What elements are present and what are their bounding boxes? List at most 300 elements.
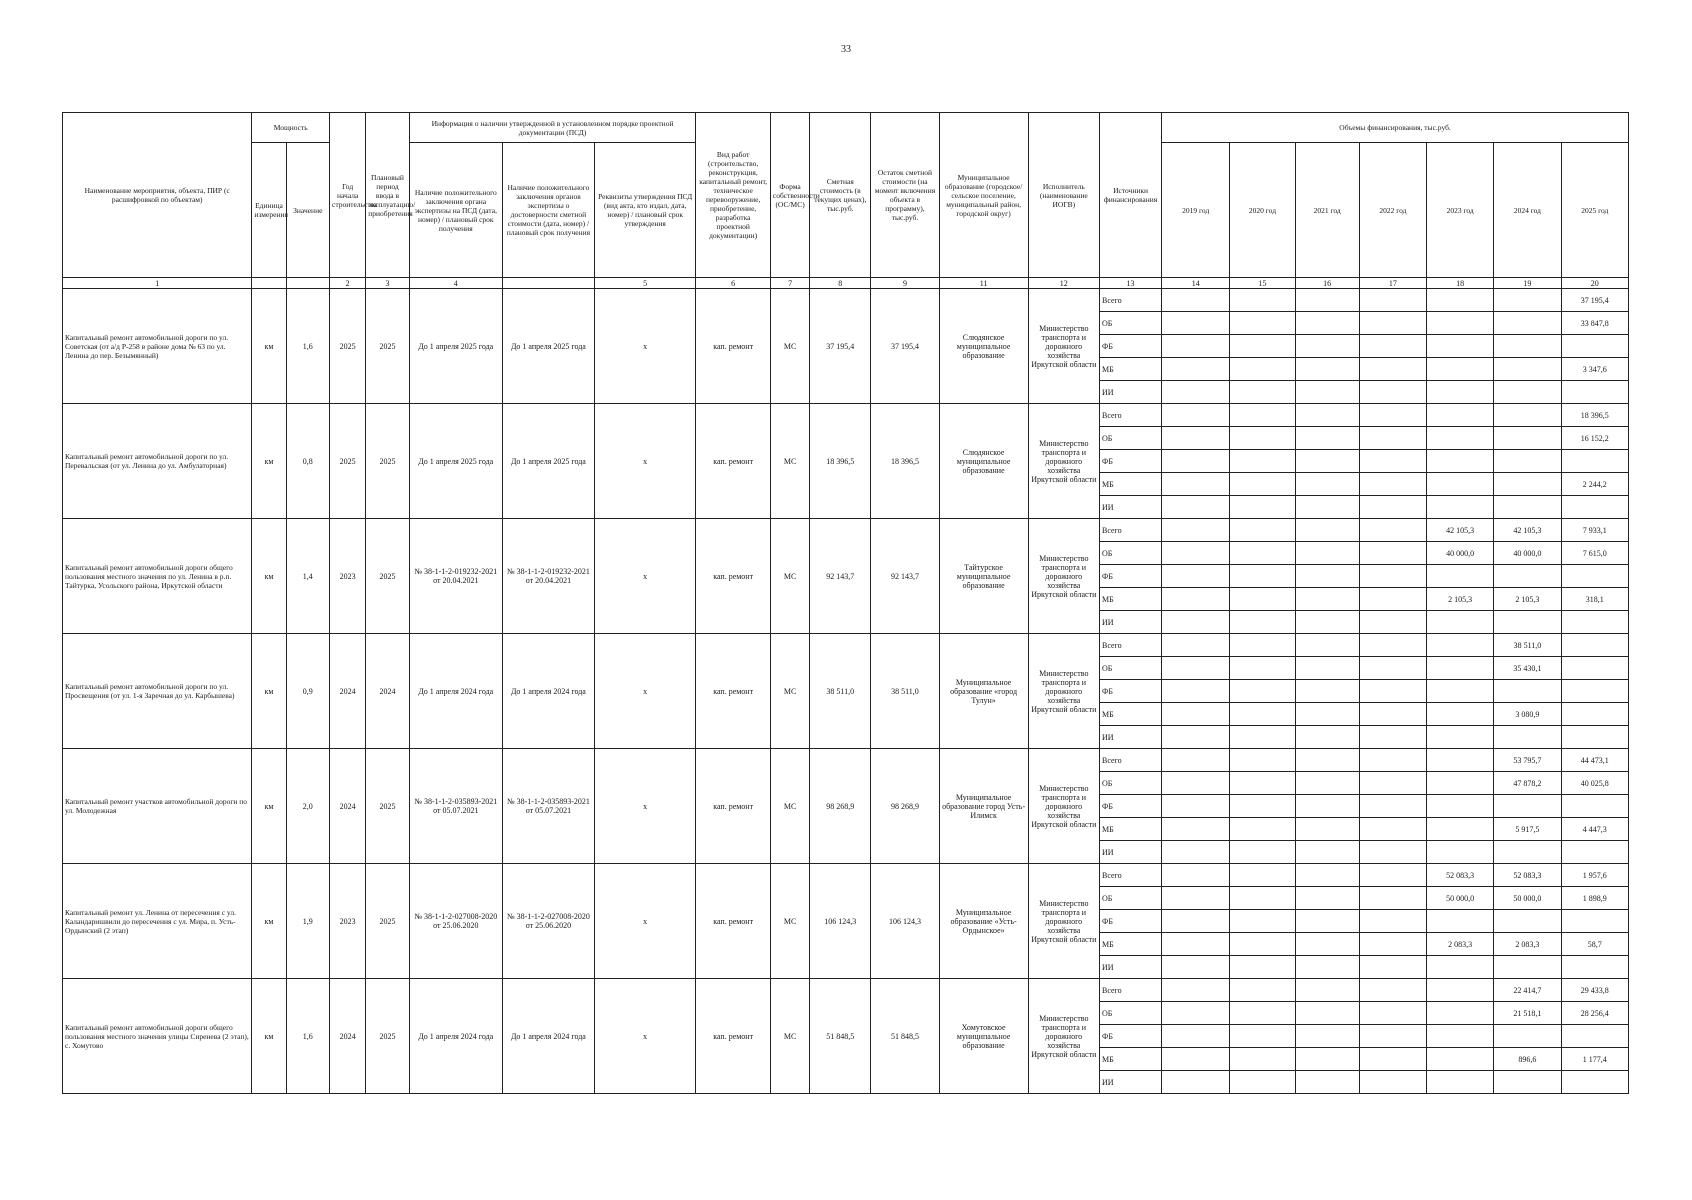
funding-value-cell	[1230, 588, 1295, 611]
funding-source-label: ОБ	[1100, 427, 1162, 450]
funding-value-cell: 58,7	[1561, 933, 1628, 956]
funding-value-cell	[1359, 841, 1426, 864]
work-type-cell: кап. ремонт	[696, 749, 771, 864]
funding-value-cell	[1162, 841, 1230, 864]
funding-value-cell	[1561, 381, 1628, 404]
funding-value-cell	[1295, 1002, 1359, 1025]
funding-value-cell	[1359, 1002, 1426, 1025]
funding-value-cell: 35 430,1	[1494, 657, 1561, 680]
column-number	[252, 278, 286, 289]
funding-value-cell: 7 933,1	[1561, 519, 1628, 542]
start-year-cell: 2023	[330, 519, 366, 634]
funding-value-cell	[1427, 703, 1494, 726]
funding-value-cell	[1561, 634, 1628, 657]
funding-value-cell	[1359, 473, 1426, 496]
funding-value-cell	[1561, 841, 1628, 864]
funding-value-cell	[1494, 496, 1561, 519]
funding-value-cell: 50 000,0	[1427, 887, 1494, 910]
funding-value-cell	[1162, 588, 1230, 611]
expert-cost-cell: До 1 апреля 2024 года	[502, 979, 594, 1094]
funding-value-cell	[1162, 979, 1230, 1002]
financing-table	[62, 112, 1629, 1094]
remaining-cost-cell: 38 511,0	[871, 634, 939, 749]
planned-period-cell: 2024	[366, 634, 409, 749]
unit-cell: км	[252, 519, 286, 634]
funding-value-cell	[1359, 634, 1426, 657]
funding-value-cell: 53 795,7	[1494, 749, 1561, 772]
expert-psd-cell: № 38-1-1-2-027008-2020 от 25.06.2020	[409, 864, 502, 979]
header-start-year: Год начала строительства	[330, 113, 366, 278]
funding-value-cell	[1230, 887, 1295, 910]
funding-value-cell	[1162, 864, 1230, 887]
funding-value-cell: 2 244,2	[1561, 473, 1628, 496]
funding-value-cell	[1162, 1048, 1230, 1071]
funding-value-cell	[1162, 565, 1230, 588]
funding-source-label: ФБ	[1100, 1025, 1162, 1048]
funding-value-cell	[1230, 726, 1295, 749]
funding-value-cell: 2 105,3	[1427, 588, 1494, 611]
funding-source-label: ФБ	[1100, 450, 1162, 473]
funding-value-cell	[1561, 910, 1628, 933]
funding-value-cell	[1359, 657, 1426, 680]
capacity-value-cell: 0,9	[286, 634, 329, 749]
funding-value-cell	[1295, 749, 1359, 772]
municipality-cell: Муниципальное образование «Усть-Ордынское»	[939, 864, 1028, 979]
header-name: Наименование мероприятия, объекта, ПИР (с расшифровкой по объектам)	[63, 113, 252, 278]
funding-value-cell	[1427, 427, 1494, 450]
psd-approval-cell: х	[594, 519, 695, 634]
funding-value-cell: 1 898,9	[1561, 887, 1628, 910]
funding-value-cell: 896,6	[1494, 1048, 1561, 1071]
funding-value-cell	[1427, 634, 1494, 657]
funding-value-cell	[1295, 312, 1359, 335]
funding-source-label: МБ	[1100, 473, 1162, 496]
psd-approval-cell: х	[594, 749, 695, 864]
psd-approval-cell: х	[594, 864, 695, 979]
funding-value-cell	[1427, 726, 1494, 749]
funding-source-label: ИИ	[1100, 611, 1162, 634]
funding-value-cell	[1230, 335, 1295, 358]
funding-value-cell	[1230, 565, 1295, 588]
funding-value-cell	[1561, 657, 1628, 680]
ownership-cell: МС	[770, 404, 809, 519]
funding-value-cell	[1295, 519, 1359, 542]
start-year-cell: 2023	[330, 864, 366, 979]
funding-value-cell	[1427, 496, 1494, 519]
executor-cell: Министерство транспорта и дорожного хозяйства Иркутской области	[1028, 634, 1099, 749]
funding-source-label: Всего	[1100, 864, 1162, 887]
funding-value-cell	[1494, 841, 1561, 864]
funding-value-cell	[1230, 611, 1295, 634]
funding-value-cell	[1295, 381, 1359, 404]
funding-value-cell	[1162, 1025, 1230, 1048]
column-number: 2	[330, 278, 366, 289]
funding-value-cell	[1427, 680, 1494, 703]
funding-value-cell	[1561, 1025, 1628, 1048]
funding-value-cell	[1359, 542, 1426, 565]
funding-value-cell	[1162, 887, 1230, 910]
funding-value-cell	[1230, 680, 1295, 703]
funding-source-label: МБ	[1100, 703, 1162, 726]
funding-source-label: ОБ	[1100, 887, 1162, 910]
expert-cost-cell: До 1 апреля 2024 года	[502, 634, 594, 749]
funding-value-cell	[1427, 565, 1494, 588]
psd-approval-cell: х	[594, 289, 695, 404]
remaining-cost-cell: 98 268,9	[871, 749, 939, 864]
funding-value-cell	[1295, 427, 1359, 450]
executor-cell: Министерство транспорта и дорожного хозяйства Иркутской области	[1028, 289, 1099, 404]
funding-value-cell	[1295, 726, 1359, 749]
funding-value-cell	[1494, 795, 1561, 818]
funding-value-cell	[1230, 864, 1295, 887]
column-number-row	[63, 278, 1629, 289]
header-unit: Единица измерения	[252, 143, 286, 278]
funding-value-cell	[1295, 956, 1359, 979]
column-number: 15	[1230, 278, 1295, 289]
header-expert-psd: Наличие положительного заключения органа экспертизы на ПСД (дата, номер) / плановый срок получения	[409, 143, 502, 278]
column-number: 19	[1494, 278, 1561, 289]
column-number: 9	[871, 278, 939, 289]
funding-value-cell: 40 000,0	[1494, 542, 1561, 565]
funding-value-cell	[1427, 1025, 1494, 1048]
remaining-cost-cell: 92 143,7	[871, 519, 939, 634]
remaining-cost-cell: 106 124,3	[871, 864, 939, 979]
funding-value-cell	[1359, 427, 1426, 450]
funding-value-cell	[1295, 818, 1359, 841]
funding-value-cell	[1295, 289, 1359, 312]
funding-value-cell: 44 473,1	[1561, 749, 1628, 772]
funding-value-cell	[1162, 427, 1230, 450]
funding-value-cell	[1295, 588, 1359, 611]
header-year-2019: 2019 год	[1162, 143, 1230, 278]
table-row	[63, 979, 1629, 1002]
funding-value-cell	[1359, 404, 1426, 427]
funding-value-cell	[1359, 1025, 1426, 1048]
table-row	[63, 864, 1629, 887]
funding-source-label: Всего	[1100, 289, 1162, 312]
funding-value-cell	[1230, 1071, 1295, 1094]
column-number: 17	[1359, 278, 1426, 289]
funding-value-cell	[1561, 726, 1628, 749]
funding-value-cell	[1427, 611, 1494, 634]
funding-source-label: Всего	[1100, 749, 1162, 772]
funding-value-cell	[1561, 565, 1628, 588]
psd-approval-cell: х	[594, 634, 695, 749]
funding-value-cell: 40 025,8	[1561, 772, 1628, 795]
funding-value-cell	[1295, 680, 1359, 703]
funding-value-cell	[1494, 427, 1561, 450]
funding-source-label: МБ	[1100, 1048, 1162, 1071]
object-name: Капитальный ремонт участков автомобильной дороги по ул. Молодежная	[63, 749, 252, 864]
unit-cell: км	[252, 404, 286, 519]
header-psd-approval: Реквизиты утверждения ПСД (вид акта, кто издал, дата, номер) / плановый срок утверждения	[594, 143, 695, 278]
column-number: 3	[366, 278, 409, 289]
column-number: 13	[1100, 278, 1162, 289]
funding-value-cell	[1295, 772, 1359, 795]
funding-value-cell: 1 177,4	[1561, 1048, 1628, 1071]
funding-value-cell	[1359, 933, 1426, 956]
funding-value-cell	[1427, 381, 1494, 404]
table-body	[63, 289, 1629, 1094]
header-psd-group: Информация о наличии утвержденной в установленном порядке проектной документации (ПСД)	[409, 113, 696, 143]
municipality-cell: Тайтурское муниципальное образование	[939, 519, 1028, 634]
funding-source-label: ФБ	[1100, 335, 1162, 358]
funding-source-label: ФБ	[1100, 910, 1162, 933]
funding-value-cell: 52 083,3	[1427, 864, 1494, 887]
funding-value-cell	[1494, 335, 1561, 358]
funding-value-cell: 4 447,3	[1561, 818, 1628, 841]
ownership-cell: МС	[770, 979, 809, 1094]
funding-value-cell: 3 080,9	[1494, 703, 1561, 726]
funding-value-cell	[1359, 864, 1426, 887]
municipality-cell: Хомутовское муниципальное образование	[939, 979, 1028, 1094]
planned-period-cell: 2025	[366, 864, 409, 979]
start-year-cell: 2024	[330, 749, 366, 864]
funding-value-cell	[1162, 519, 1230, 542]
funding-value-cell: 2 083,3	[1427, 933, 1494, 956]
funding-source-label: ИИ	[1100, 841, 1162, 864]
funding-value-cell	[1494, 473, 1561, 496]
funding-value-cell	[1427, 358, 1494, 381]
funding-value-cell: 33 847,8	[1561, 312, 1628, 335]
funding-value-cell: 21 518,1	[1494, 1002, 1561, 1025]
funding-value-cell	[1359, 795, 1426, 818]
funding-value-cell	[1359, 1071, 1426, 1094]
funding-value-cell	[1295, 887, 1359, 910]
funding-value-cell: 22 414,7	[1494, 979, 1561, 1002]
object-name: Капитальный ремонт автомобильной дороги общего пользования местного значения по ул. Ленина в р.п. Тайтурка, Усольского района, Иркутской области	[63, 519, 252, 634]
header-value: Значение	[286, 143, 329, 278]
funding-value-cell	[1561, 335, 1628, 358]
funding-value-cell	[1230, 381, 1295, 404]
funding-value-cell	[1561, 1071, 1628, 1094]
capacity-value-cell: 1,9	[286, 864, 329, 979]
funding-value-cell	[1230, 473, 1295, 496]
funding-value-cell	[1359, 289, 1426, 312]
expert-cost-cell: До 1 апреля 2025 года	[502, 289, 594, 404]
funding-value-cell	[1494, 726, 1561, 749]
estimated-cost-cell: 92 143,7	[810, 519, 871, 634]
expert-psd-cell: До 1 апреля 2025 года	[409, 404, 502, 519]
funding-value-cell	[1494, 450, 1561, 473]
funding-value-cell: 318,1	[1561, 588, 1628, 611]
start-year-cell: 2025	[330, 404, 366, 519]
funding-value-cell	[1230, 312, 1295, 335]
planned-period-cell: 2025	[366, 404, 409, 519]
expert-cost-cell: № 38-1-1-2-027008-2020 от 25.06.2020	[502, 864, 594, 979]
column-number: 12	[1028, 278, 1099, 289]
ownership-cell: МС	[770, 289, 809, 404]
funding-value-cell	[1427, 1071, 1494, 1094]
capacity-value-cell: 1,4	[286, 519, 329, 634]
work-type-cell: кап. ремонт	[696, 519, 771, 634]
funding-value-cell	[1162, 381, 1230, 404]
funding-value-cell: 3 347,6	[1561, 358, 1628, 381]
funding-value-cell	[1295, 542, 1359, 565]
funding-value-cell	[1162, 335, 1230, 358]
table-row	[63, 289, 1629, 312]
planned-period-cell: 2025	[366, 289, 409, 404]
funding-value-cell	[1561, 703, 1628, 726]
planned-period-cell: 2025	[366, 519, 409, 634]
capacity-value-cell: 2,0	[286, 749, 329, 864]
ownership-cell: МС	[770, 749, 809, 864]
funding-value-cell	[1295, 1048, 1359, 1071]
expert-psd-cell: № 38-1-1-2-019232-2021 от 20.04.2021	[409, 519, 502, 634]
funding-value-cell	[1295, 703, 1359, 726]
funding-value-cell	[1162, 657, 1230, 680]
table-row	[63, 519, 1629, 542]
funding-value-cell	[1230, 772, 1295, 795]
table-row	[63, 749, 1629, 772]
object-name: Капитальный ремонт автомобильной дороги по ул. Просвещения (от ул. 1-я Заречная до ул. Карбышева)	[63, 634, 252, 749]
funding-value-cell	[1359, 979, 1426, 1002]
funding-value-cell	[1295, 657, 1359, 680]
unit-cell: км	[252, 289, 286, 404]
funding-source-label: МБ	[1100, 588, 1162, 611]
funding-value-cell	[1427, 772, 1494, 795]
funding-value-cell	[1162, 358, 1230, 381]
funding-value-cell: 29 433,8	[1561, 979, 1628, 1002]
estimated-cost-cell: 51 848,5	[810, 979, 871, 1094]
funding-value-cell: 1 957,6	[1561, 864, 1628, 887]
funding-value-cell	[1561, 611, 1628, 634]
estimated-cost-cell: 37 195,4	[810, 289, 871, 404]
header-executor: Исполнитель (наименование ИОГВ)	[1028, 113, 1099, 278]
funding-value-cell	[1494, 565, 1561, 588]
funding-value-cell	[1295, 473, 1359, 496]
executor-cell: Министерство транспорта и дорожного хозяйства Иркутской области	[1028, 519, 1099, 634]
funding-value-cell: 50 000,0	[1494, 887, 1561, 910]
column-number: 18	[1427, 278, 1494, 289]
funding-value-cell	[1494, 358, 1561, 381]
funding-value-cell	[1162, 450, 1230, 473]
column-number: 14	[1162, 278, 1230, 289]
estimated-cost-cell: 106 124,3	[810, 864, 871, 979]
executor-cell: Министерство транспорта и дорожного хозяйства Иркутской области	[1028, 749, 1099, 864]
funding-value-cell	[1295, 795, 1359, 818]
funding-value-cell	[1561, 450, 1628, 473]
funding-value-cell	[1162, 496, 1230, 519]
funding-source-label: МБ	[1100, 358, 1162, 381]
funding-source-label: ИИ	[1100, 381, 1162, 404]
expert-psd-cell: До 1 апреля 2024 года	[409, 979, 502, 1094]
ownership-cell: МС	[770, 519, 809, 634]
object-name: Капитальный ремонт автомобильной дороги общего пользования местного значения улицы Сиренева (2 этап), с. Хомутово	[63, 979, 252, 1094]
funding-value-cell: 52 083,3	[1494, 864, 1561, 887]
funding-value-cell	[1359, 519, 1426, 542]
funding-value-cell	[1359, 588, 1426, 611]
funding-value-cell	[1427, 979, 1494, 1002]
executor-cell: Министерство транспорта и дорожного хозяйства Иркутской области	[1028, 404, 1099, 519]
funding-value-cell: 18 396,5	[1561, 404, 1628, 427]
funding-value-cell	[1359, 818, 1426, 841]
funding-value-cell: 5 917,5	[1494, 818, 1561, 841]
planned-period-cell: 2025	[366, 979, 409, 1094]
funding-value-cell	[1359, 358, 1426, 381]
funding-value-cell	[1427, 818, 1494, 841]
unit-cell: км	[252, 864, 286, 979]
funding-value-cell	[1230, 841, 1295, 864]
funding-value-cell	[1427, 1002, 1494, 1025]
estimated-cost-cell: 98 268,9	[810, 749, 871, 864]
funding-value-cell	[1230, 703, 1295, 726]
funding-source-label: ИИ	[1100, 1071, 1162, 1094]
start-year-cell: 2024	[330, 634, 366, 749]
funding-source-label: Всего	[1100, 519, 1162, 542]
funding-value-cell	[1162, 1002, 1230, 1025]
funding-value-cell	[1494, 381, 1561, 404]
funding-value-cell	[1494, 956, 1561, 979]
funding-source-label: МБ	[1100, 818, 1162, 841]
funding-value-cell	[1162, 933, 1230, 956]
funding-value-cell	[1162, 795, 1230, 818]
funding-value-cell	[1561, 956, 1628, 979]
funding-value-cell	[1427, 1048, 1494, 1071]
ownership-cell: МС	[770, 634, 809, 749]
expert-psd-cell: До 1 апреля 2024 года	[409, 634, 502, 749]
funding-source-label: Всего	[1100, 404, 1162, 427]
funding-value-cell	[1230, 427, 1295, 450]
remaining-cost-cell: 18 396,5	[871, 404, 939, 519]
funding-value-cell	[1427, 473, 1494, 496]
expert-cost-cell: № 38-1-1-2-035893-2021 от 05.07.2021	[502, 749, 594, 864]
funding-value-cell	[1295, 611, 1359, 634]
funding-value-cell	[1230, 519, 1295, 542]
funding-value-cell	[1230, 1048, 1295, 1071]
funding-value-cell	[1162, 473, 1230, 496]
funding-value-cell	[1494, 289, 1561, 312]
funding-value-cell	[1359, 450, 1426, 473]
planned-period-cell: 2025	[366, 749, 409, 864]
funding-source-label: ИИ	[1100, 496, 1162, 519]
funding-value-cell	[1230, 956, 1295, 979]
start-year-cell: 2024	[330, 979, 366, 1094]
funding-value-cell	[1295, 450, 1359, 473]
funding-value-cell	[1359, 726, 1426, 749]
executor-cell: Министерство транспорта и дорожного хозяйства Иркутской области	[1028, 979, 1099, 1094]
work-type-cell: кап. ремонт	[696, 634, 771, 749]
funding-value-cell	[1162, 772, 1230, 795]
funding-value-cell: 2 105,3	[1494, 588, 1561, 611]
funding-value-cell	[1427, 657, 1494, 680]
funding-value-cell	[1230, 933, 1295, 956]
header-year-2024: 2024 год	[1494, 143, 1561, 278]
work-type-cell: кап. ремонт	[696, 979, 771, 1094]
funding-value-cell	[1295, 1025, 1359, 1048]
header-capacity: Мощность	[252, 113, 330, 143]
header-expert-cost: Наличие положительного заключения органов экспертизы о достоверности сметной стоимости (дата, номер) / плановый срок получения	[502, 143, 594, 278]
funding-source-label: ФБ	[1100, 795, 1162, 818]
funding-value-cell	[1162, 1071, 1230, 1094]
funding-value-cell	[1427, 450, 1494, 473]
header-planned-period: Плановый период ввода в эксплуатацию/приобретения	[366, 113, 409, 278]
funding-source-label: ФБ	[1100, 565, 1162, 588]
funding-value-cell	[1230, 289, 1295, 312]
funding-value-cell	[1230, 818, 1295, 841]
psd-approval-cell: х	[594, 404, 695, 519]
funding-value-cell	[1295, 979, 1359, 1002]
header-year-2020: 2020 год	[1230, 143, 1295, 278]
funding-value-cell	[1230, 749, 1295, 772]
column-number	[286, 278, 329, 289]
unit-cell: км	[252, 749, 286, 864]
municipality-cell: Слюдянское муниципальное образование	[939, 289, 1028, 404]
funding-value-cell	[1561, 496, 1628, 519]
column-number: 6	[696, 278, 771, 289]
estimated-cost-cell: 38 511,0	[810, 634, 871, 749]
funding-value-cell	[1359, 703, 1426, 726]
